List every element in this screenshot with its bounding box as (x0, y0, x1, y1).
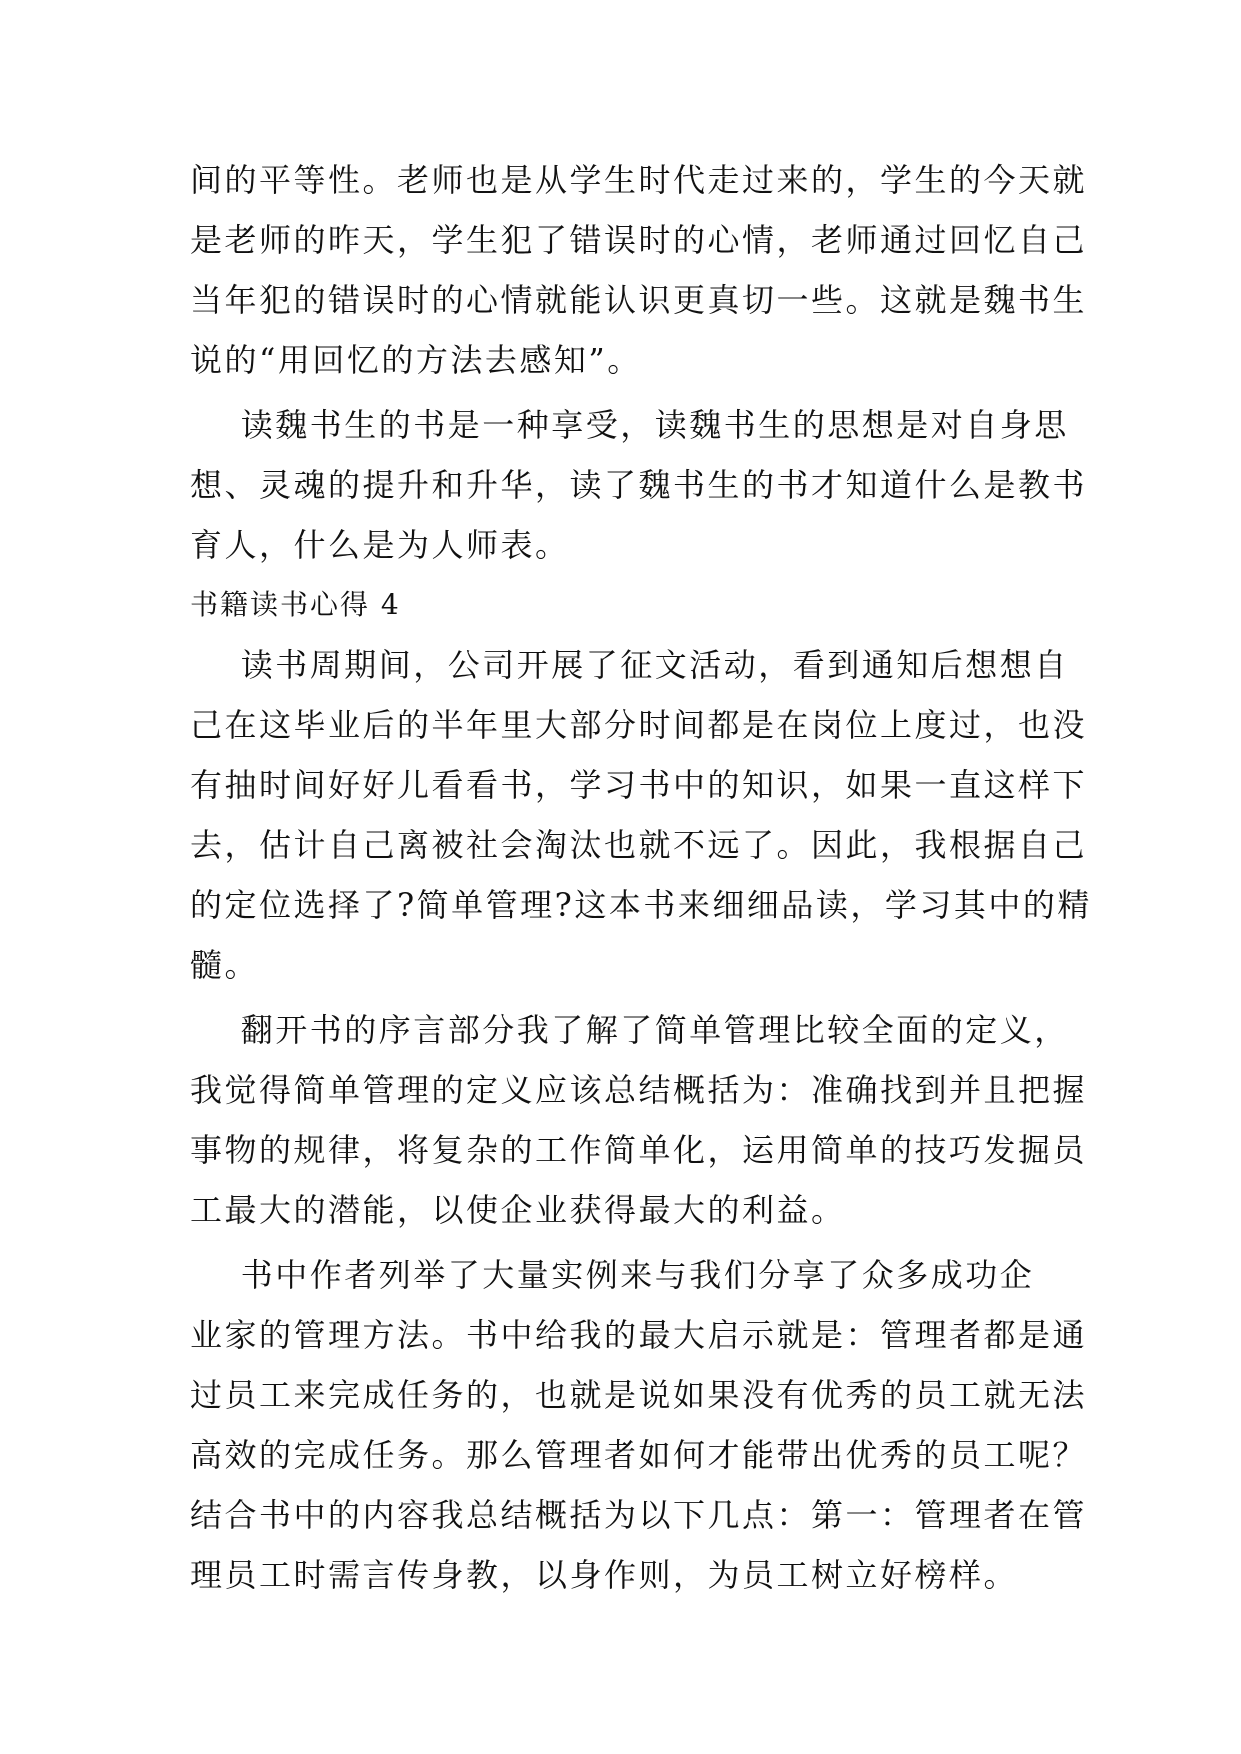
paragraph-3 (190, 635, 1092, 995)
text-line: 育人，什么是为人师表。 (190, 526, 570, 564)
text-line: 是老师的昨天，学生犯了错误时的心情，老师通过回忆自己 (190, 221, 1088, 259)
text-line: 理员工时需言传身教，以身作则，为员工树立好榜样。 (190, 1556, 1019, 1594)
text-line: 想、灵魂的提升和升华，读了魏书生的书才知道什么是教书 (190, 466, 1088, 504)
text-line: 结合书中的内容我总结概括为以下几点：第一：管理者在管 (190, 1496, 1088, 1534)
text-line: 的定位选择了?简单管理?这本书来细细品读，学习其中的精 (190, 886, 1092, 924)
text-line: 事物的规律，将复杂的工作简单化，运用简单的技巧发掘员 (190, 1131, 1088, 1169)
paragraph-2 (190, 395, 1088, 575)
text-line: 去，估计自己离被社会淘汰也就不远了。因此，我根据自己 (190, 826, 1088, 864)
text-line: 髓。 (190, 946, 260, 984)
text-line: 读魏书生的书是一种享受，读魏书生的思想是对自身思 (190, 406, 1069, 444)
section-heading: 书籍读书心得 4 (190, 588, 401, 621)
text-line: 说的“用回忆的方法去感知”。 (190, 341, 642, 379)
paragraph-1 (190, 150, 1088, 390)
text-line: 书中作者列举了大量实例来与我们分享了众多成功企 (190, 1256, 1035, 1294)
paragraph-4 (190, 1000, 1088, 1240)
text-line: 工最大的潜能，以使企业获得最大的利益。 (190, 1191, 846, 1229)
document-body (190, 150, 1092, 1605)
text-line: 高效的完成任务。那么管理者如何才能带出优秀的员工呢？ (190, 1436, 1088, 1474)
text-line: 我觉得简单管理的定义应该总结概括为：准确找到并且把握 (190, 1071, 1088, 1109)
text-line: 当年犯的错误时的心情就能认识更真切一些。这就是魏书生 (190, 281, 1088, 319)
text-line: 有抽时间好好儿看看书，学习书中的知识，如果一直这样下 (190, 766, 1088, 804)
text-line: 翻开书的序言部分我了解了简单管理比较全面的定义， (190, 1011, 1069, 1049)
text-line: 间的平等性。老师也是从学生时代走过来的，学生的今天就 (190, 161, 1088, 199)
text-line: 读书周期间，公司开展了征文活动，看到通知后想想自 (190, 646, 1069, 684)
text-line: 业家的管理方法。书中给我的最大启示就是：管理者都是通 (190, 1316, 1088, 1354)
text-line: 过员工来完成任务的，也就是说如果没有优秀的员工就无法 (190, 1376, 1088, 1414)
paragraph-5 (190, 1245, 1088, 1605)
text-line: 己在这毕业后的半年里大部分时间都是在岗位上度过，也没 (190, 706, 1088, 744)
